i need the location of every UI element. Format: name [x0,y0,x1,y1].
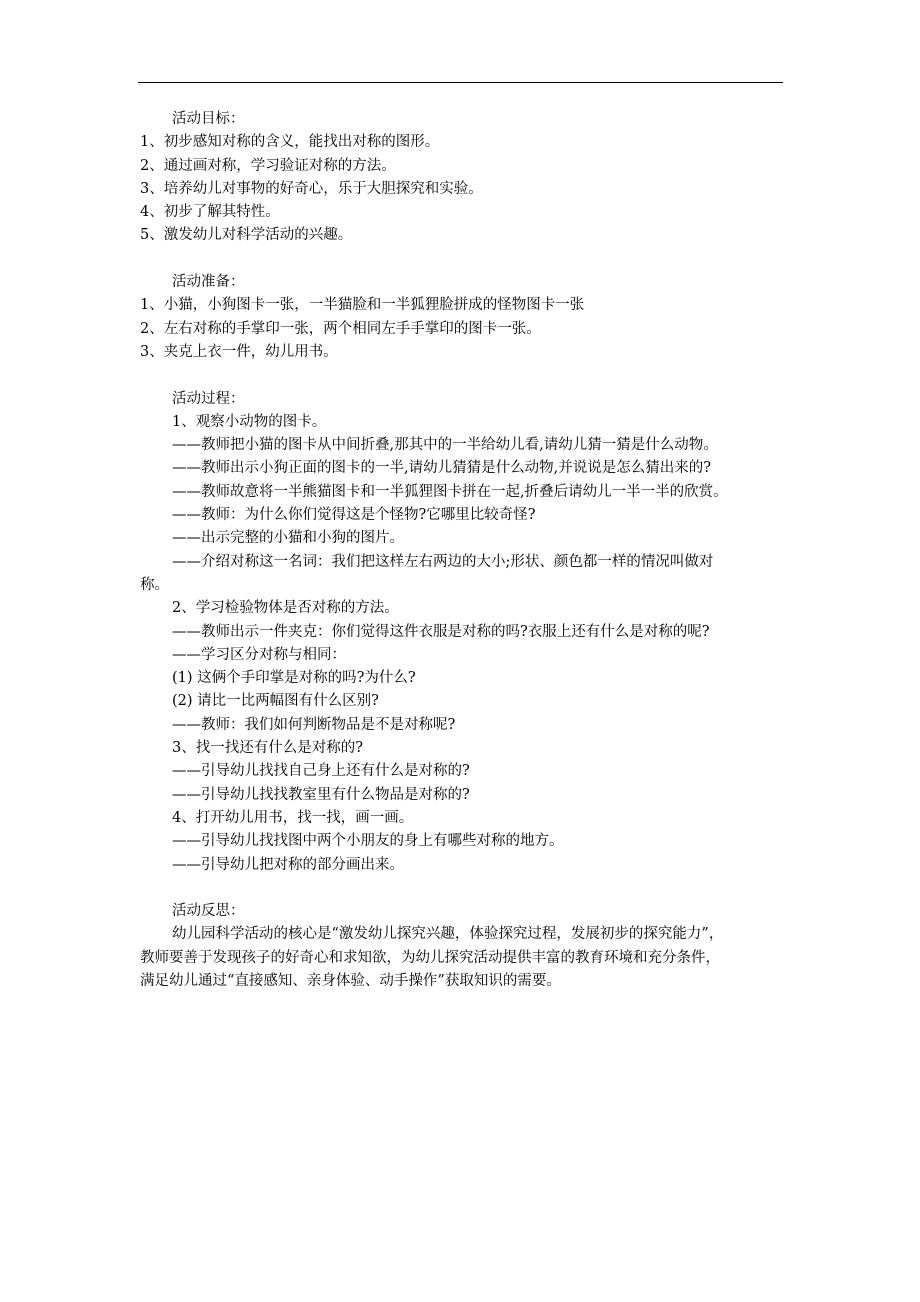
process-line: ——教师把小猫的图卡从中间折叠,那其中的一半给幼儿看,请幼儿猜一猜是什么动物。 [172,437,718,454]
process-line: ——引导幼儿把对称的部分画出来。 [172,856,404,873]
reflection-section [140,900,790,993]
reflection-line: 满足幼儿通过“直接感知、亲身体验、动手操作”获取知识的需要。 [140,972,561,989]
goal-item: 2、通过画对称，学习验证对称的方法。 [140,157,396,174]
process-line: 3、找一找还有什么是对称的? [172,740,363,757]
prep-item: 2、左右对称的手掌印一张，两个相同左手手掌印的图卡一张。 [140,320,541,337]
process-line: 1、观察小动物的图卡。 [172,413,327,430]
goal-item: 5、激发幼儿对科学活动的兴趣。 [140,227,353,244]
process-heading: 活动过程： [172,390,245,407]
process-line: ——教师出示一件夹克：你们觉得这件衣服是对称的吗?衣服上还有什么是对称的呢? [172,623,710,640]
process-section [140,388,790,877]
process-line: (2) 请比一比两幅图有什么区别? [172,693,379,710]
process-line: ——引导幼儿找找图中两个小朋友的身上有哪些对称的地方。 [172,833,564,850]
header-rule [138,82,783,83]
process-line: 2、学习检验物体是否对称的方法。 [172,600,399,617]
prep-item: 1、小猫，小狗图卡一张，一半猫脸和一半狐狸脸拼成的怪物图卡一张 [140,297,585,314]
goals-heading: 活动目标： [172,111,245,127]
reflection-line: 教师要善于发现孩子的好奇心和求知欲，为幼儿探究活动提供丰富的教育环境和充分条件， [140,949,720,966]
process-line: ——介绍对称这一名词：我们把这样左右两边的大小;形状、颜色都一样的情况叫做对 [172,553,714,570]
process-line: ——引导幼儿找找教室里有什么物品是对称的? [172,786,470,803]
process-line: ——出示完整的小猫和小狗的图片。 [172,530,404,547]
process-line: ——教师：我们如何判断物品是不是对称呢? [172,716,456,733]
document-body [140,108,790,1017]
process-line: ——引导幼儿找找自己身上还有什么是对称的? [172,763,470,780]
process-line: 称。 [140,576,169,593]
process-line: ——教师出示小狗正面的图卡的一半,请幼儿猜猜是什么动物,并说说是怎么猜出来的? [172,460,711,477]
prep-item: 3、夹克上衣一件，幼儿用书。 [140,343,338,360]
goals-section [140,108,790,248]
prep-section [140,271,790,364]
reflection-line: 幼儿园科学活动的核心是“激发幼儿探究兴趣，体验探究过程，发展初步的探究能力”， [172,926,724,943]
process-line: ——教师故意将一半熊猫图卡和一半狐狸图卡拼在一起,折叠后请幼儿一半一半的欣赏。 [172,483,728,500]
goal-item: 1、初步感知对称的含义，能找出对称的图形。 [140,134,440,151]
goal-item: 3、培养幼儿对事物的好奇心，乐于大胆探究和实验。 [140,180,483,197]
goal-item: 4、初步了解其特性。 [140,204,280,221]
prep-heading: 活动准备： [172,274,245,291]
process-line: 4、打开幼儿用书，找一找，画一画。 [172,809,414,826]
process-line: ——教师：为什么你们觉得这是个怪物?它哪里比较奇怪? [172,507,536,524]
process-line: ——学习区分对称与相同： [172,646,346,663]
reflection-heading: 活动反思： [172,903,245,920]
process-line: (1) 这俩个手印掌是对称的吗?为什么? [172,670,416,687]
